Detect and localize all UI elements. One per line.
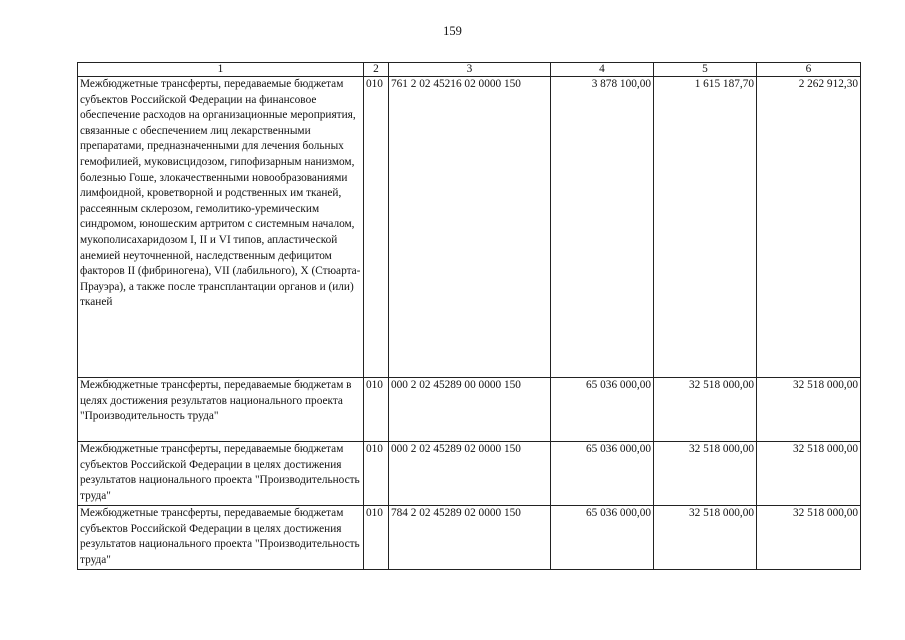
row-amount-col4: 65 036 000,00 bbox=[551, 442, 654, 506]
row-amount-col6: 2 262 912,30 bbox=[757, 77, 861, 378]
budget-table bbox=[77, 62, 861, 570]
row-amount-col6: 32 518 000,00 bbox=[757, 506, 861, 570]
row-description: Межбюджетные трансферты, передаваемые бюджетам субъектов Российской Федерации на финансовое обеспечение расходов на организационные мероприятия, связанные с обеспечением лиц лекарственными препаратами, предназначенными для лечения больных гемофилией, муковисцидозом, гипофизарным нанизмом, болезнью Гоше, злокачественными новообразованиями лимфоидной, кроветворной и родственных им тканей, рассеянным склерозом, гемолитико-уремическим синдромом, юношеским артритом с системным началом, мукополисахаридозом I, II и VI типов, апластической анемией неуточненной, наследственным дефицитом факторов II (фибриногена), VII (лабильного), X (Стюарта-Прауэра), а также после трансплантации органов и (или) тканей bbox=[78, 77, 364, 378]
row-line-code: 010 bbox=[364, 506, 389, 570]
column-header: 6 bbox=[757, 63, 861, 77]
row-amount-col5: 1 615 187,70 bbox=[654, 77, 757, 378]
row-amount-col6: 32 518 000,00 bbox=[757, 378, 861, 442]
table-header-row bbox=[78, 63, 861, 77]
row-budget-classification-code: 761 2 02 45216 02 0000 150 bbox=[389, 77, 551, 378]
table-row bbox=[78, 506, 861, 570]
row-amount-col6: 32 518 000,00 bbox=[757, 442, 861, 506]
row-amount-col5: 32 518 000,00 bbox=[654, 506, 757, 570]
row-budget-classification-code: 000 2 02 45289 00 0000 150 bbox=[389, 378, 551, 442]
row-budget-classification-code: 784 2 02 45289 02 0000 150 bbox=[389, 506, 551, 570]
table-row bbox=[78, 442, 861, 506]
column-header: 3 bbox=[389, 63, 551, 77]
column-header: 5 bbox=[654, 63, 757, 77]
row-line-code: 010 bbox=[364, 442, 389, 506]
row-budget-classification-code: 000 2 02 45289 02 0000 150 bbox=[389, 442, 551, 506]
row-amount-col4: 65 036 000,00 bbox=[551, 378, 654, 442]
table-row bbox=[78, 77, 861, 378]
row-description: Межбюджетные трансферты, передаваемые бюджетам в целях достижения результатов национального проекта "Производительность труда" bbox=[78, 378, 364, 442]
table-row bbox=[78, 378, 861, 442]
page-number: 159 bbox=[443, 24, 462, 38]
column-header: 4 bbox=[551, 63, 654, 77]
row-line-code: 010 bbox=[364, 378, 389, 442]
row-amount-col4: 65 036 000,00 bbox=[551, 506, 654, 570]
row-amount-col5: 32 518 000,00 bbox=[654, 378, 757, 442]
row-description: Межбюджетные трансферты, передаваемые бюджетам субъектов Российской Федерации в целях достижения результатов национального проекта "Производительность труда" bbox=[78, 442, 364, 506]
row-amount-col4: 3 878 100,00 bbox=[551, 77, 654, 378]
row-description: Межбюджетные трансферты, передаваемые бюджетам субъектов Российской Федерации в целях достижения результатов национального проекта "Производительность труда" bbox=[78, 506, 364, 570]
column-header: 2 bbox=[364, 63, 389, 77]
row-amount-col5: 32 518 000,00 bbox=[654, 442, 757, 506]
row-line-code: 010 bbox=[364, 77, 389, 378]
column-header: 1 bbox=[78, 63, 364, 77]
